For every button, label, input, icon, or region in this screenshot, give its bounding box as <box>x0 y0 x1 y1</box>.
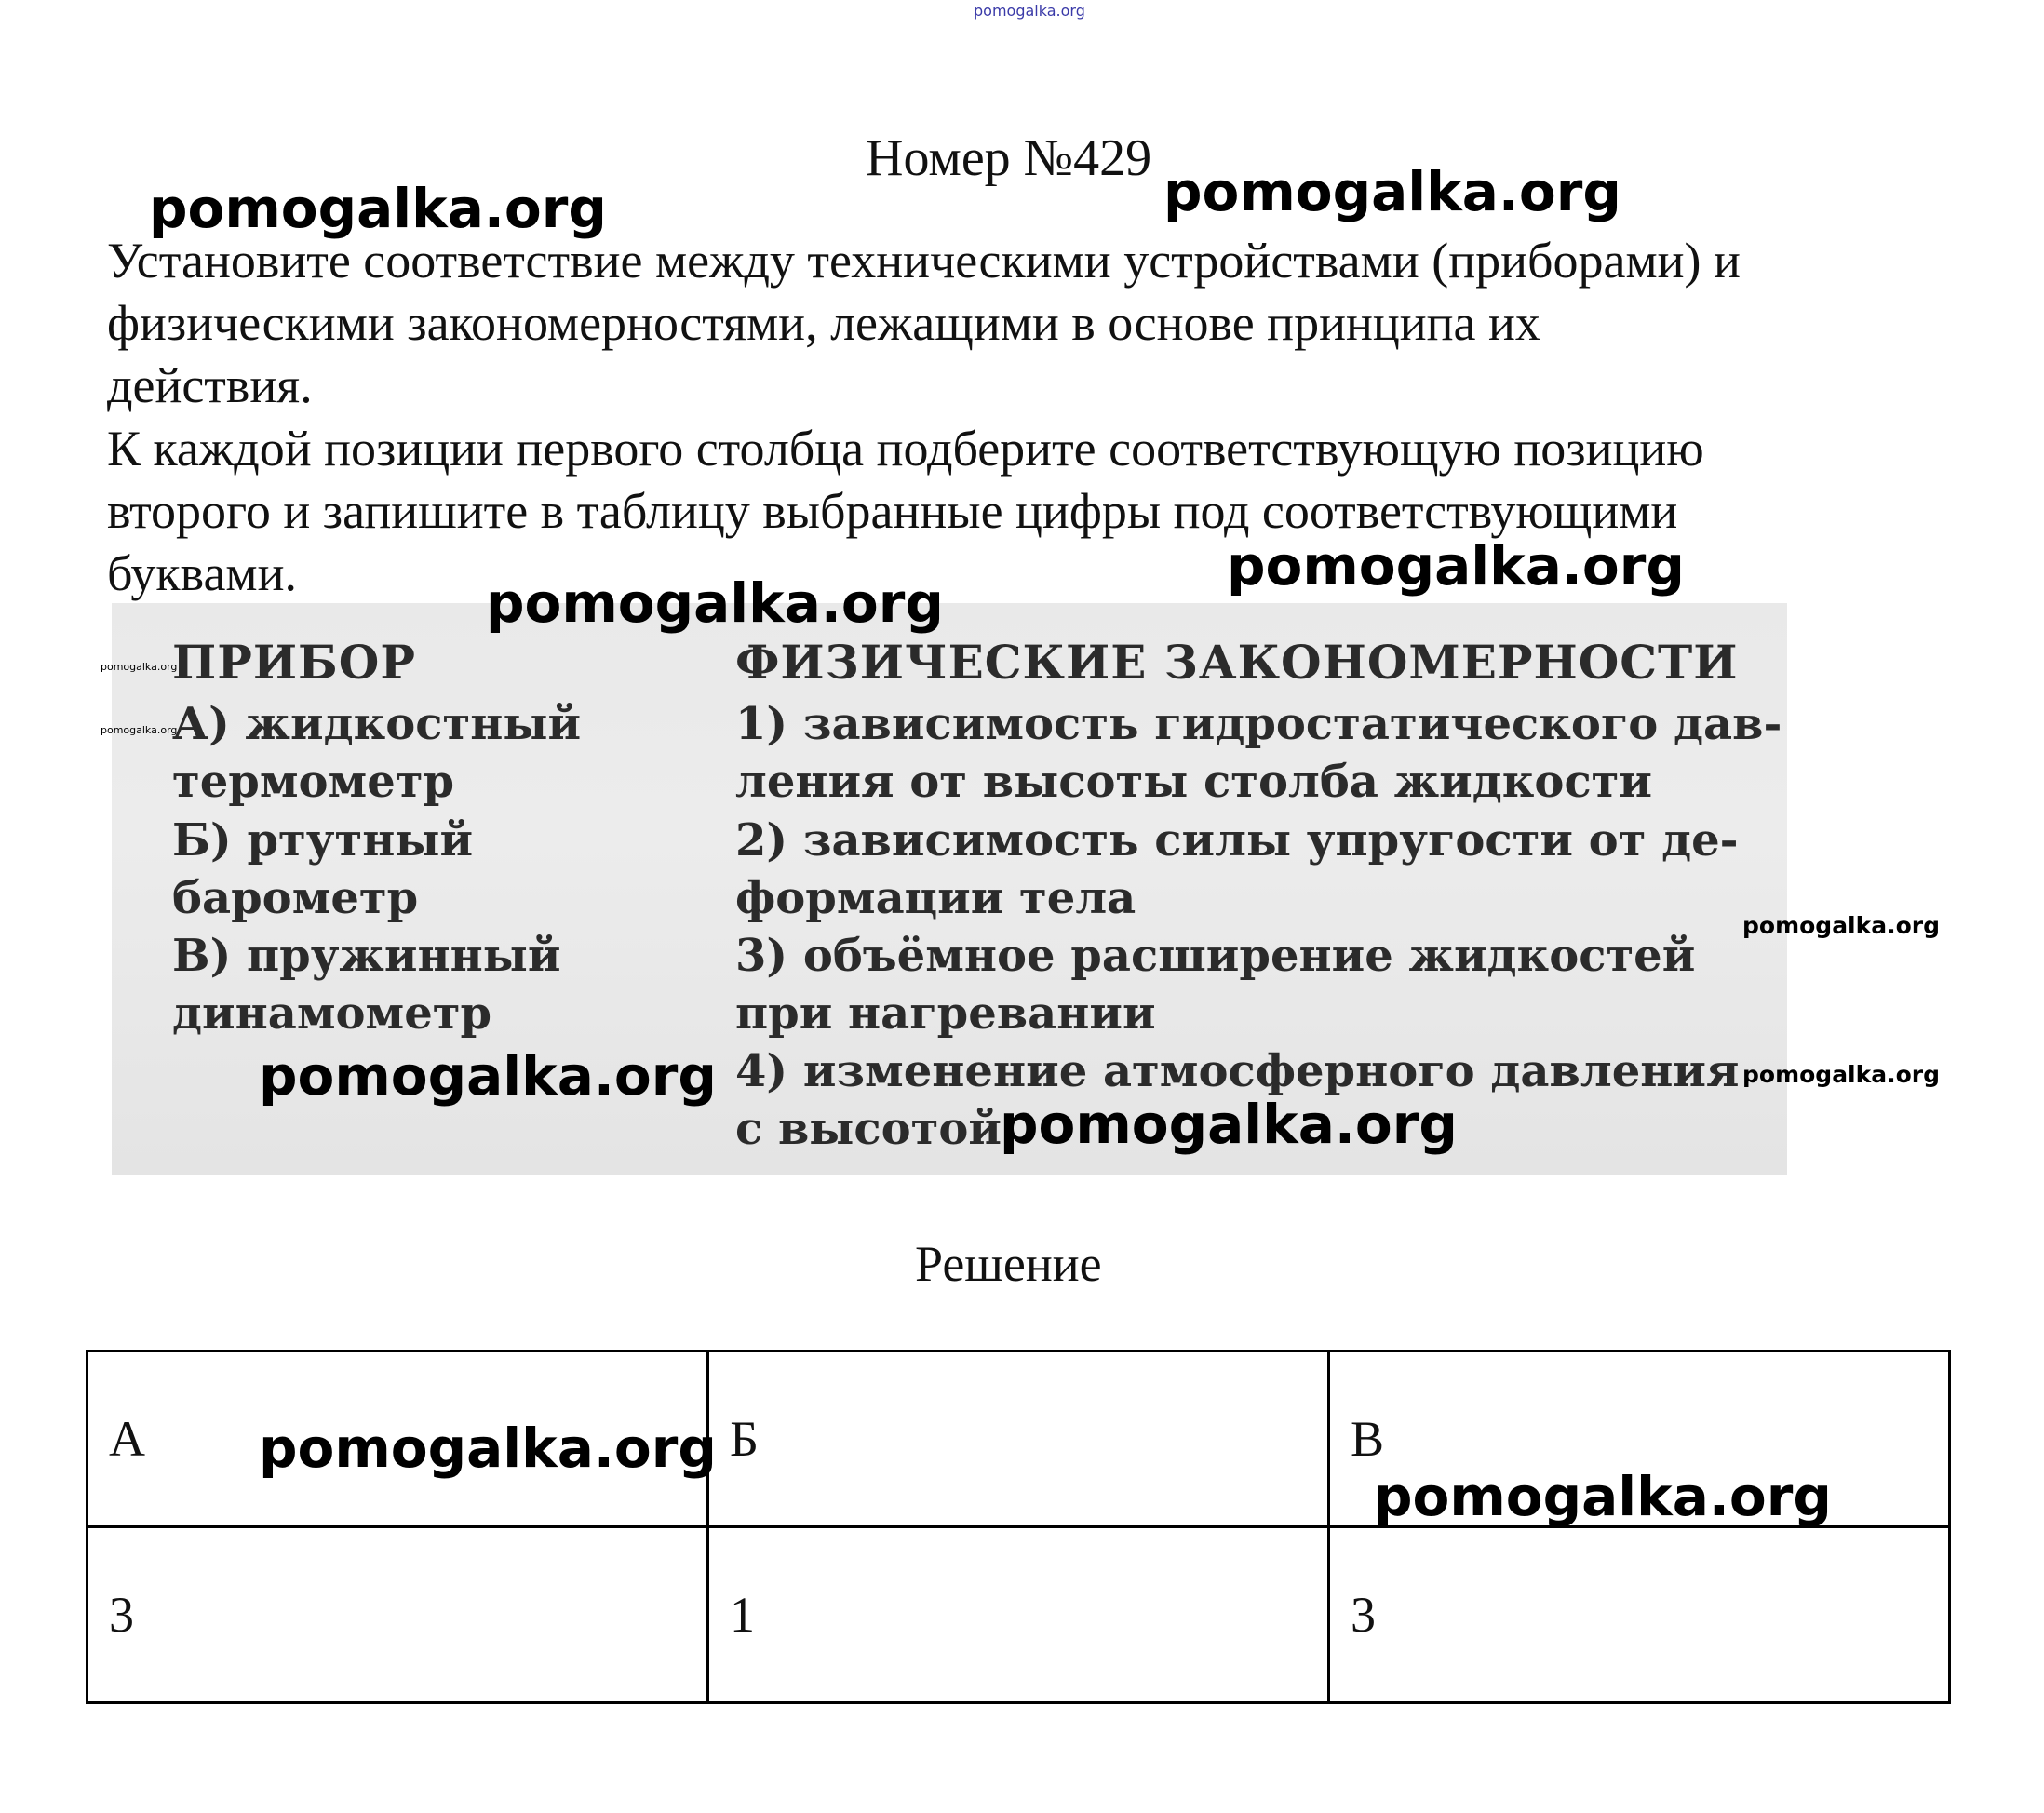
scan-law-1: 1) зависимость гидростатического дав- <box>735 698 1782 750</box>
watermark-5: pomogalka.org <box>259 1044 717 1108</box>
scan-device-c: В) пружинный <box>172 930 561 982</box>
watermark-7: pomogalka.org <box>259 1417 717 1480</box>
task-line-3: действия. <box>107 357 313 413</box>
answer-value-b: 1 <box>708 1527 1329 1703</box>
answer-header-b: Б <box>708 1351 1329 1527</box>
watermark-2: pomogalka.org <box>1163 160 1621 223</box>
scan-law-4: 4) изменение атмосферного давления <box>735 1045 1740 1097</box>
answer-header-c: В <box>1329 1351 1950 1527</box>
answer-header-a: А <box>87 1351 708 1527</box>
answer-value-c: 3 <box>1329 1527 1950 1703</box>
solution-heading: Решение <box>915 1236 1102 1292</box>
task-line-4: К каждой позиции первого столбца подберите соответствующую позицию <box>107 421 1704 477</box>
task-line-2: физическими закономерностями, лежащими в основе принципа их <box>107 295 1540 351</box>
watermark-small-1: pomogalka.org <box>1742 912 1941 939</box>
answer-value-a: 3 <box>87 1527 708 1703</box>
watermark-3: pomogalka.org <box>1227 534 1685 598</box>
watermark-mini-1: pomogalka.org <box>101 661 178 673</box>
scan-law-3: 3) объёмное расширение жидкостей <box>735 930 1696 982</box>
watermark-small-2: pomogalka.org <box>1742 1061 1941 1088</box>
task-line-5: второго и запишите в таблицу выбранные цифры под соответствующими <box>107 483 1678 539</box>
watermark-top-tiny: pomogalka.org <box>974 2 1085 20</box>
watermark-4: pomogalka.org <box>486 571 944 635</box>
scan-law-2: 2) зависимость силы упругости от де- <box>735 814 1739 866</box>
scan-device-a-cont: термометр <box>172 756 455 808</box>
watermark-6: pomogalka.org <box>1000 1093 1458 1156</box>
scan-law-2-cont: формации тела <box>735 872 1136 924</box>
scan-device-a: А) жидкостный <box>172 698 582 750</box>
page-title: Номер №429 <box>866 129 1152 187</box>
scan-device-c-cont: динамометр <box>172 987 492 1040</box>
scan-law-1-cont: ления от высоты столба жидкости <box>735 756 1653 808</box>
watermark-mini-2: pomogalka.org <box>101 724 178 736</box>
task-line-6: буквами. <box>107 545 297 601</box>
watermark-8: pomogalka.org <box>1374 1465 1832 1528</box>
answer-value-row <box>87 1527 1950 1703</box>
scan-device-b: Б) ртутный <box>172 814 474 866</box>
scan-col2-header: ФИЗИЧЕСКИЕ ЗАКОНОМЕРНОСТИ <box>735 635 1739 690</box>
scan-col1-header: ПРИБОР <box>172 635 416 690</box>
scan-law-4-cont: с высотой <box>735 1103 1002 1155</box>
scan-law-3-cont: при нагревании <box>735 987 1156 1040</box>
scan-device-b-cont: барометр <box>172 872 419 924</box>
task-line-1: Установите соответствие между техническими устройствами (приборами) и <box>107 233 1741 289</box>
watermark-1: pomogalka.org <box>149 177 607 240</box>
